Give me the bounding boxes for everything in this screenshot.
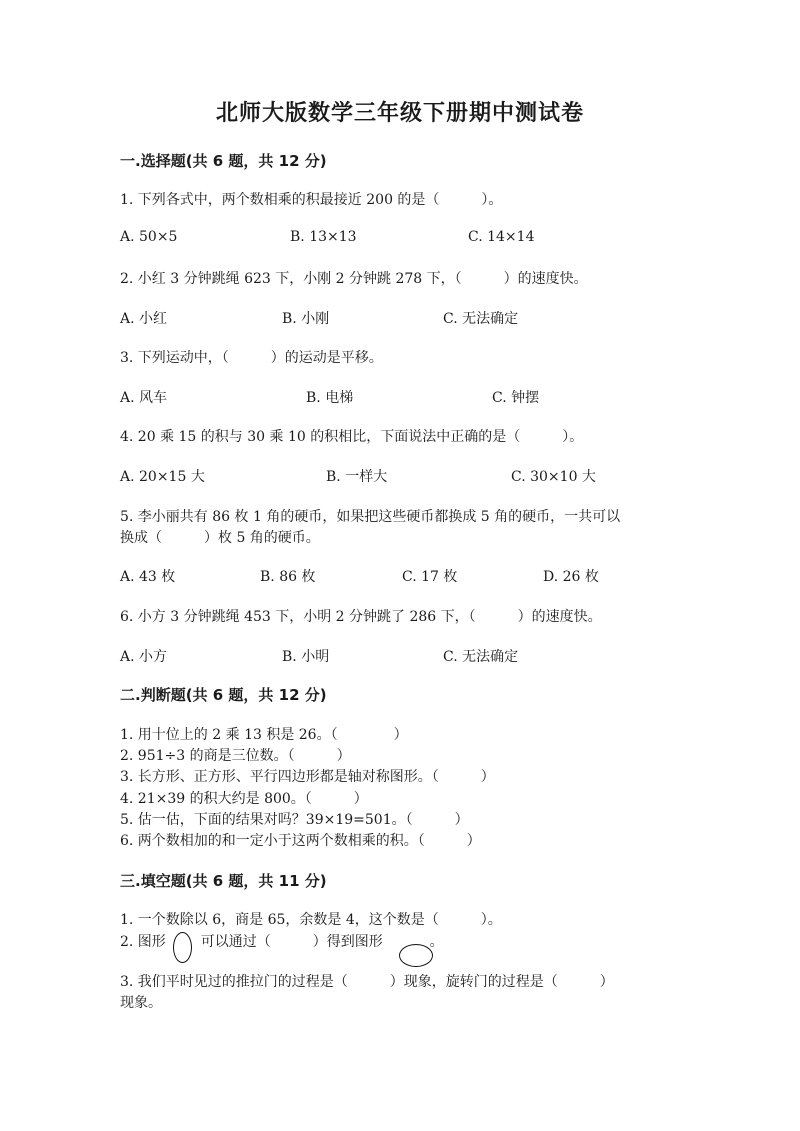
- question-text: 6. 小方 3 分钟跳绳 453 下，小明 2 分钟跳了 286 下，（ ）的速度快。: [120, 609, 602, 625]
- option: B. 小刚: [282, 311, 330, 327]
- section-heading-choice: 一.选择题(共 6 题，共 12 分): [120, 152, 327, 170]
- judge-item: 6. 两个数相加的和一定小于这两个数相乘的积。（ ）: [120, 833, 481, 849]
- judge-item: 2. 951÷3 的商是三位数。（ ）: [120, 748, 351, 764]
- option: A. 20×15 大: [120, 469, 205, 485]
- option: B. 小明: [282, 649, 330, 665]
- question-text: 2. 小红 3 分钟跳绳 623 下，小刚 2 分钟跳 278 下，（ ）的速度快。: [120, 271, 588, 287]
- option: A. 50×5: [120, 229, 178, 245]
- question-text: 1. 下列各式中，两个数相乘的积最接近 200 的是（ ）。: [120, 192, 503, 208]
- option: B. 13×13: [290, 229, 357, 245]
- option: A. 小方: [120, 649, 168, 665]
- fill-item-cont: 现象。: [120, 995, 162, 1011]
- fill-item-shapes: [120, 931, 444, 951]
- judge-item: 4. 21×39 的积大约是 800。（ ）: [120, 791, 368, 807]
- section-heading-judge: 二.判断题(共 6 题，共 12 分): [120, 686, 327, 704]
- judge-item: 3. 长方形、正方形、平行四边形都是轴对称图形。（ ）: [120, 769, 495, 785]
- option: C. 14×14: [468, 229, 535, 245]
- question-text-cont: 换成（ ）枚 5 角的硬币。: [120, 530, 320, 546]
- judge-item: 5. 估一估，下面的结果对吗？39×19=501。（ ）: [120, 812, 469, 828]
- option: C. 30×10 大: [511, 469, 596, 485]
- option: B. 一样大: [326, 469, 388, 485]
- fill-item-post: 。: [429, 934, 444, 950]
- judge-item: 1. 用十位上的 2 乘 13 积是 26。（ ）: [120, 727, 408, 743]
- option: C. 无法确定: [443, 649, 519, 665]
- question-text: 4. 20 乘 15 的积与 30 乘 10 的积相比，下面说法中正确的是（ ）。: [120, 429, 584, 445]
- question-text: 5. 李小丽共有 86 枚 1 角的硬币，如果把这些硬币都换成 5 角的硬币，一共可以: [120, 509, 621, 525]
- horizontal-ellipse-shape: [399, 944, 433, 967]
- option: A. 风车: [120, 390, 168, 406]
- vertical-ellipse-shape: [173, 932, 192, 963]
- option: B. 86 枚: [260, 569, 316, 585]
- option: B. 电梯: [306, 390, 354, 406]
- option: C. 无法确定: [443, 311, 519, 327]
- fill-item: 3. 我们平时见过的推拉门的过程是（ ）现象，旋转门的过程是（ ）: [120, 974, 614, 990]
- option: C. 17 枚: [402, 569, 458, 585]
- fill-item-mid: 可以通过（ ）得到图形: [200, 934, 383, 950]
- question-text: 3. 下列运动中，（ ）的运动是平移。: [120, 350, 383, 366]
- page-title: 北师大版数学三年级下册期中测试卷: [215, 101, 584, 126]
- fill-item: 1. 一个数除以 6，商是 65，余数是 4，这个数是（ ）。: [120, 912, 502, 928]
- option: A. 43 枚: [120, 569, 176, 585]
- option: D. 26 枚: [543, 569, 599, 585]
- option: C. 钟摆: [492, 390, 540, 406]
- section-heading-fill: 三.填空题(共 6 题，共 11 分): [120, 872, 327, 890]
- option: A. 小红: [120, 311, 168, 327]
- fill-item-pre: 2. 图形: [120, 934, 166, 950]
